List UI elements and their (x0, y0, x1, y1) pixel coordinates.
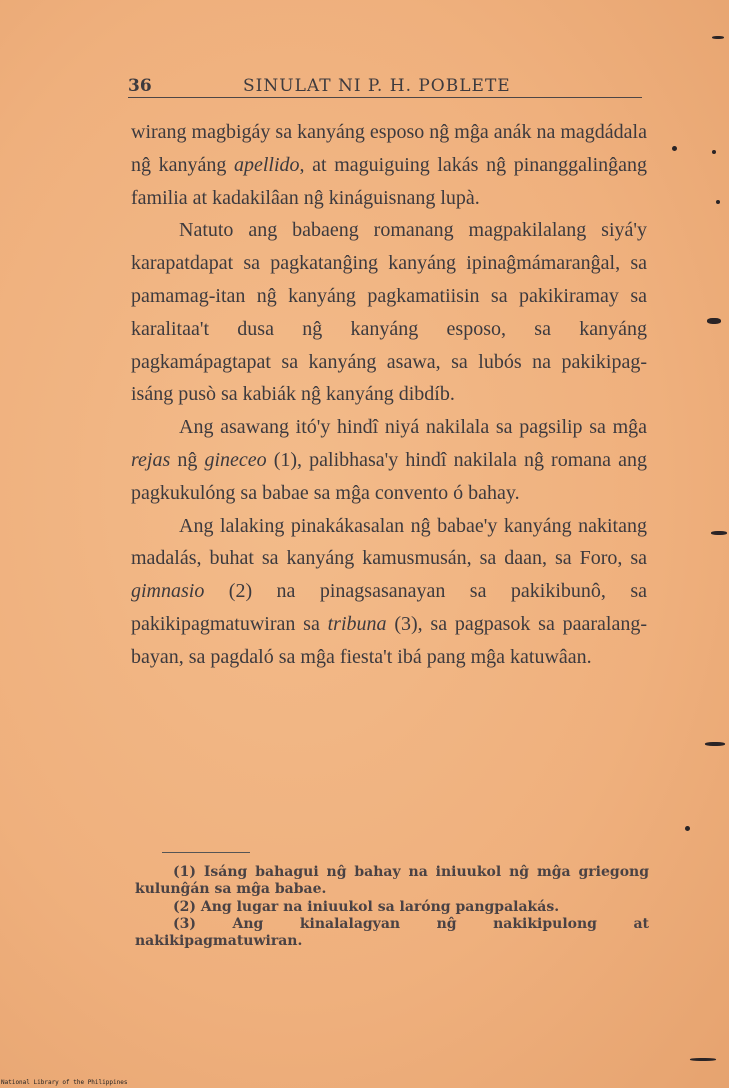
p3-text-c: (1), palibhasa'y hindî nakilala nĝ romana ang pagkukulóng sa babae sa mĝa convento ó bahay. (131, 448, 647, 504)
speck-decoration (712, 150, 716, 154)
p4-italic-tribuna: tribuna (327, 612, 387, 635)
running-title: SINULAT NI P. H. POBLETE (243, 76, 511, 96)
p1-text-a: wirang magbigáy sa kanyáng esposo nĝ mĝa anák na magdádala nĝ kanyáng (131, 121, 647, 176)
p4-italic-gimnasio: gimnasio (131, 580, 205, 603)
body-text (131, 116, 647, 674)
paragraph-3 (131, 411, 647, 509)
p3-italic-rejas: rejas (131, 448, 171, 471)
p4-text-a: Ang lalaking pinakákasalan nĝ babae'y kanyáng nakitang madalás, buhat sa kanyáng kamusmusán, sa daan, sa Foro, sa (131, 514, 647, 570)
header-rule (128, 97, 642, 98)
paragraph-1 (131, 116, 647, 214)
footnote-rule (162, 852, 250, 853)
p3-text-b: nĝ (170, 448, 205, 471)
p4-text-c: (3), sa pagpasok sa paaralang-bayan, sa pagdaló sa mĝa fiesta't ibá pang mĝa katuwâan. (131, 612, 647, 668)
footnote-3: (3) Ang kinalalagyan nĝ nakikipulong at nakikipagmatuwiran. (135, 915, 649, 950)
speck-decoration (672, 146, 677, 151)
p4-text-b: (2) na pinagsasanayan sa pakikibunô, sa pakikipagmatuwiran sa (131, 580, 647, 635)
footnote-2: (2) Ang lugar na iniuukol sa laróng pangpalakás. (173, 898, 560, 915)
footnote-1: (1) Isáng bahagui nĝ bahay na iniuukol nĝ mĝa griegong kulunĝán sa mĝa babae. (135, 864, 649, 898)
p1-italic-apellido: apellido (234, 153, 300, 176)
speck-decoration (685, 826, 690, 831)
library-credit: National Library of the Philippines (1, 1079, 128, 1086)
speck-decoration (711, 531, 727, 535)
paragraph-4 (131, 510, 647, 674)
page-number: 36 (128, 76, 152, 96)
p3-text-a: Ang asawang itó'y hindî niyá nakilala sa pagsilip sa mĝa (179, 416, 647, 439)
page-header (128, 76, 644, 98)
p3-italic-gineceo: gineceo (204, 448, 267, 471)
speck-decoration (712, 36, 724, 39)
speck-decoration (690, 1058, 716, 1061)
p1-text-b: , at maguiguing lakás nĝ pinanggalinĝang familia at kadakilâan nĝ kináguisnang lupà. (131, 153, 648, 209)
speck-decoration (716, 200, 720, 204)
speck-decoration (707, 318, 721, 324)
paragraph-2: Natuto ang babaeng romanang magpakilalang siyá'y karapatdapat sa pagkatanĝing kanyáng ipinaĝmámaranĝal, sa pamamag-itan nĝ kanyáng pagkamatiisin sa pakikiramay sa karalitaa't dusa nĝ kanyáng esposo, sa kanyáng pagkamápagtapat sa kanyáng asawa, sa lubós na pakikipag-isáng pusò sa kabiák nĝ kanyáng dibdíb. (131, 219, 647, 406)
speck-decoration (705, 742, 725, 746)
footnotes (135, 864, 649, 950)
